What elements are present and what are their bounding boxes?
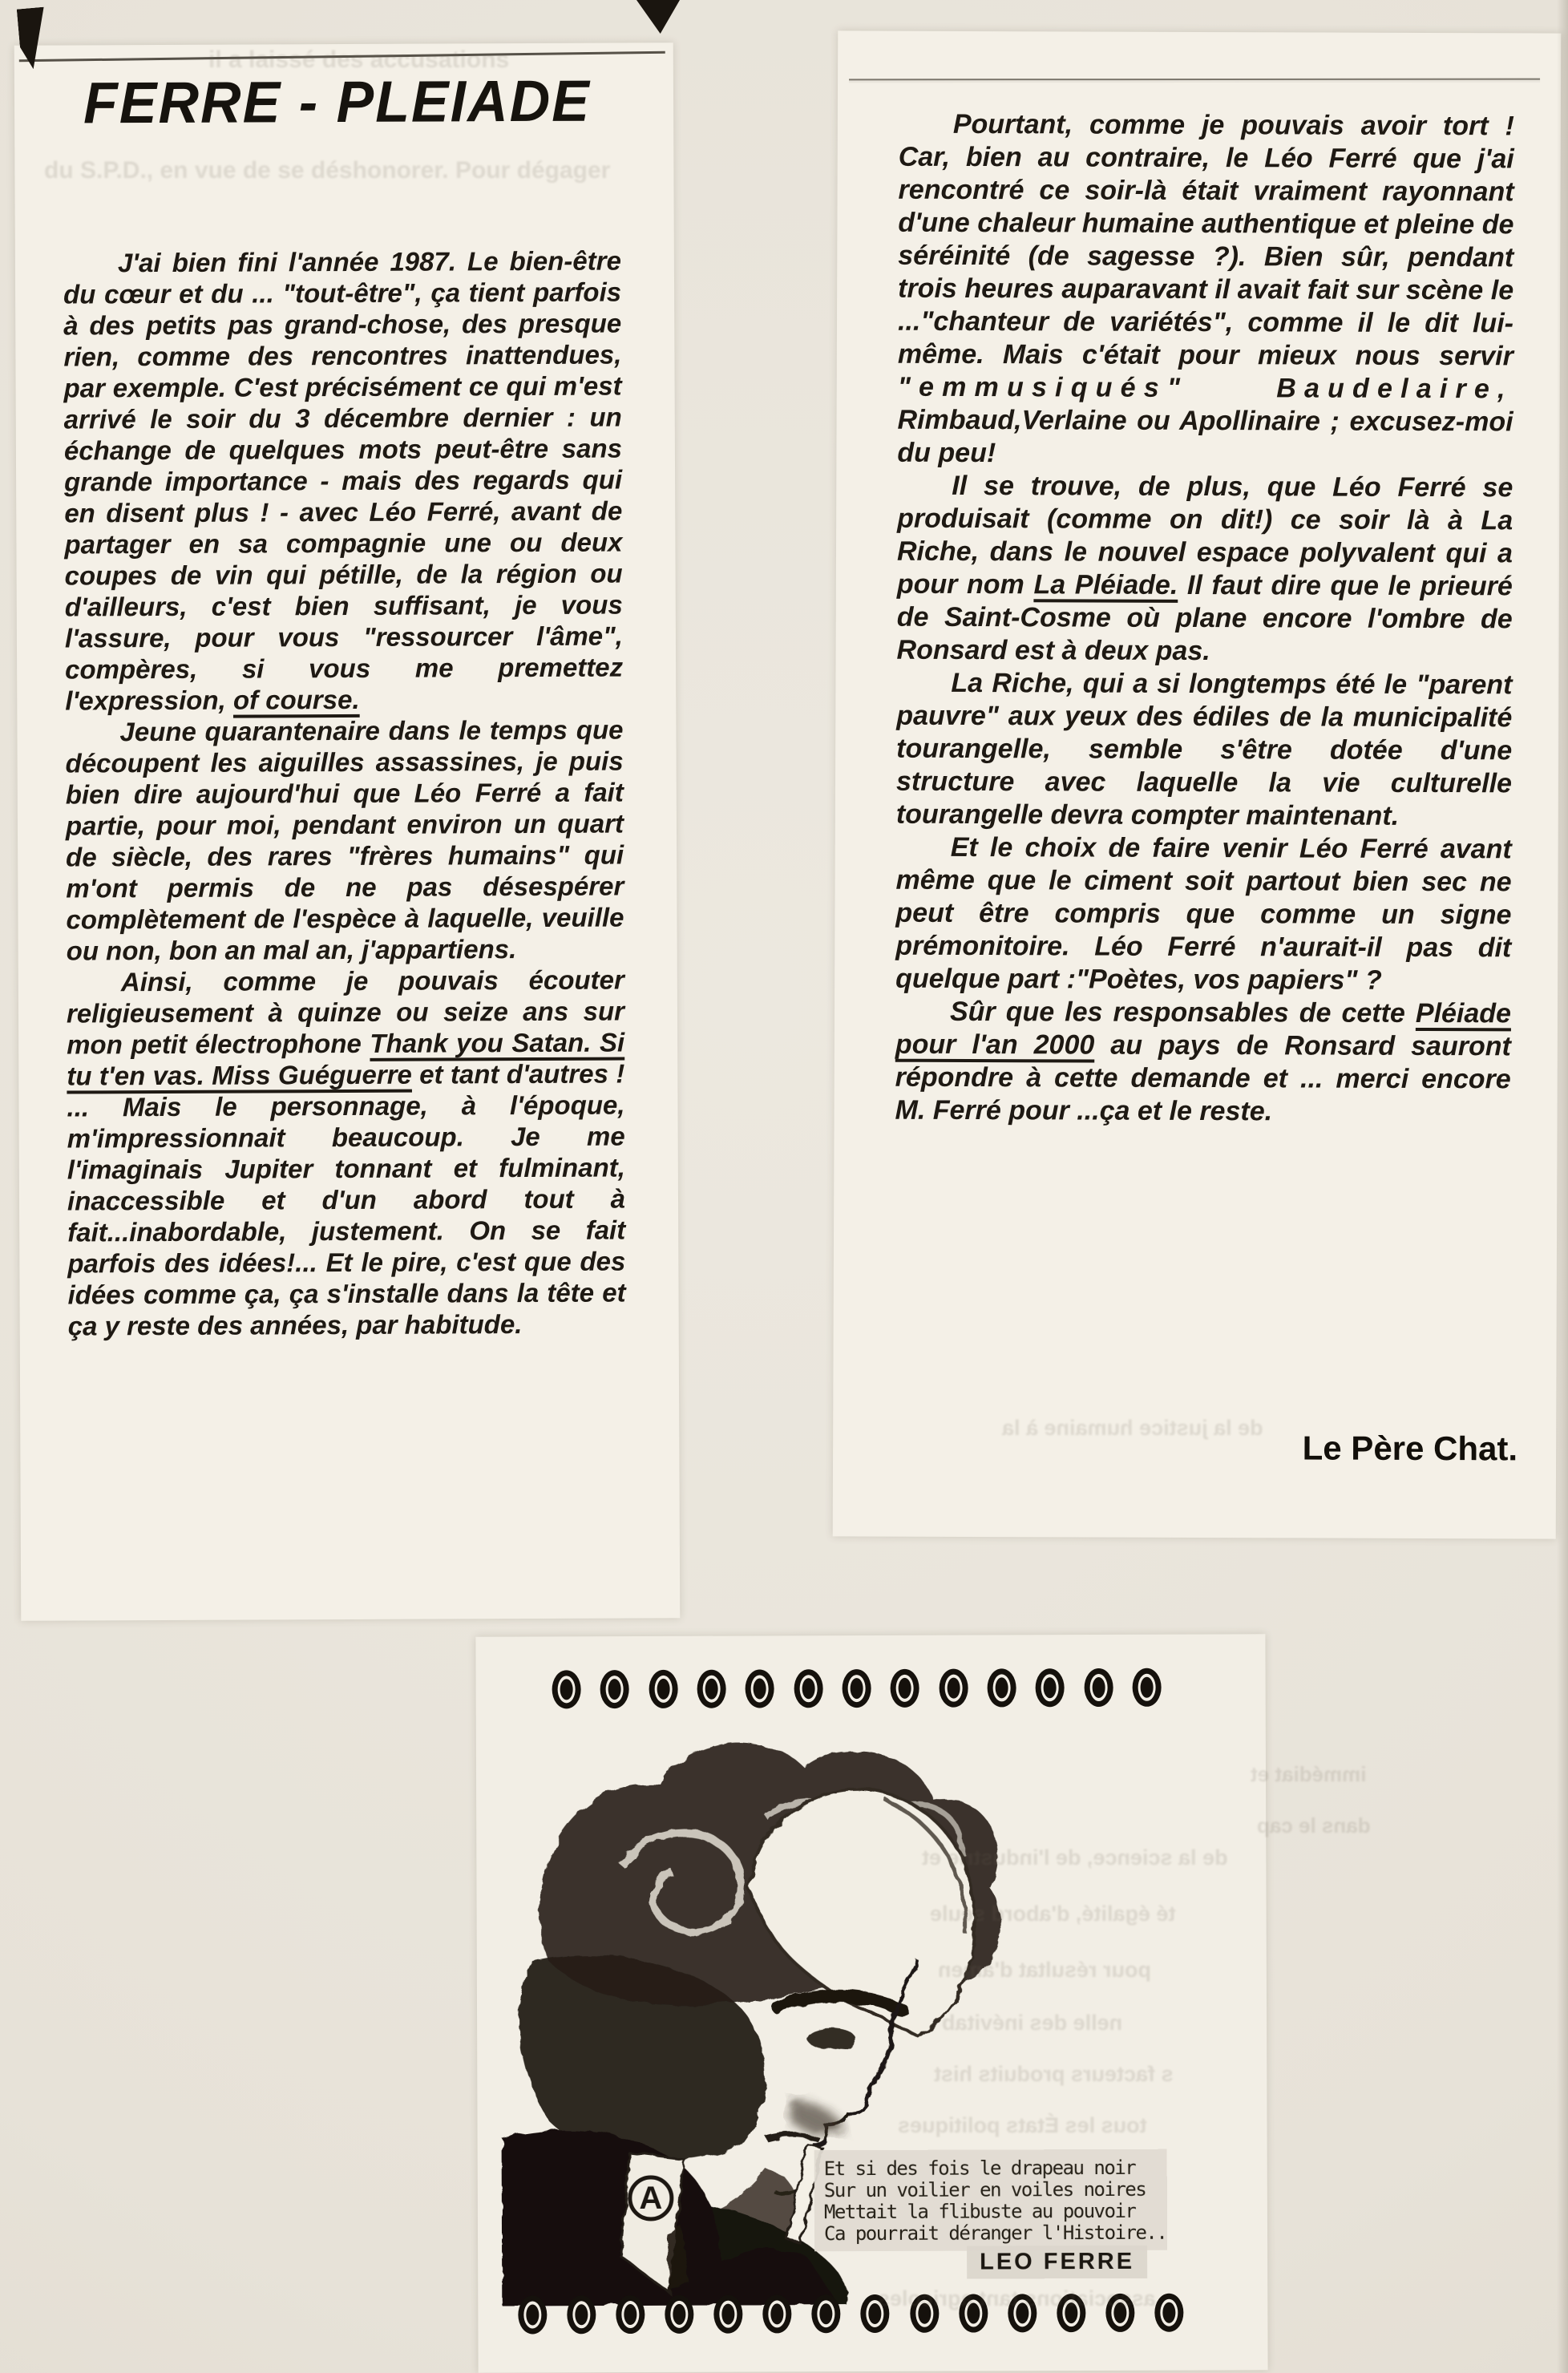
text-segment: "emmusiqués": [897, 371, 1189, 403]
bullseye-dot: [812, 2294, 841, 2333]
bullseye-dot: [665, 2295, 693, 2334]
underlined-phrase: La Pléiade.: [1033, 569, 1178, 600]
text-segment: [1188, 373, 1276, 403]
dots-border-top: [552, 1668, 1162, 1709]
right-article-clipping: [833, 30, 1562, 1538]
bullseye-dot: [567, 2295, 596, 2334]
caption-line: Sur un voilier en voiles noires: [823, 2177, 1146, 2202]
text-segment: Jeune quarantenaire dans le temps que découpent les aiguilles assassines, je puis bien dire aujourd'hui que Léo Ferré a fait partie, pour moi, pendant environ un quart de siècle, des rares "frères humains" qui m'ont permis de ne pas désespérer complètement de l'espèce à laquelle, veuille ou non, bon an mal an, j'appartiens.: [65, 714, 624, 966]
author-signature: Le Père Chat.: [1302, 1429, 1518, 1468]
text-segment: Il faut dire que le prieuré de Saint-Cosme où plane encore l'ombre de Ronsard est à deux pas.: [896, 569, 1513, 667]
bullseye-dot: [987, 1668, 1016, 1707]
bullseye-dot: [552, 1670, 581, 1708]
bullseye-dot: [861, 2294, 890, 2333]
paragraph: [67, 964, 626, 1341]
bullseye-dot: [843, 1669, 871, 1708]
bullseye-dot: [1084, 1668, 1113, 1707]
bullseye-dot: [1057, 2294, 1085, 2332]
text-segment: Rimbaud,Verlaine ou Apollinaire ; excusez-moi du peu!: [897, 404, 1513, 469]
bullseye-dot: [959, 2294, 988, 2332]
article-title: FERRE - PLEIADE: [83, 68, 592, 135]
caption-line: Ca pourrait déranger l'Histoire..: [823, 2221, 1167, 2246]
text-segment: Sûr que les responsables de cette: [949, 996, 1416, 1029]
bullseye-dot: [697, 1670, 726, 1708]
bullseye-dot: [763, 2294, 792, 2333]
text-segment: au pays de Ronsard sauront répondre à cette demande et ... merci encore M. Ferré pour ...ça et le reste.: [895, 1029, 1511, 1127]
text-segment: Baudelaire,: [1276, 373, 1513, 405]
bullseye-dot: [939, 1669, 968, 1708]
bullseye-dot: [891, 1669, 919, 1708]
bullseye-dot: [910, 2294, 939, 2333]
text-segment: Ainsi, comme je pouvais écouter religieusement à quinze ou seize ans sur mon petit électrophone: [66, 964, 625, 1060]
bullseye-dot: [1105, 2294, 1134, 2332]
illustration-clipping: [475, 1634, 1267, 2372]
bullseye-dot: [1008, 2294, 1037, 2332]
bullseye-dot: [794, 1669, 822, 1708]
paragraph: [895, 831, 1512, 998]
left-column-text: [63, 245, 626, 1342]
text-segment: Pourtant, comme je pouvais avoir tort ! Car, bien au contraire, le Léo Ferré que j'ai rencontré ce soir-là était vraiment rayonnant d'une chaleur humaine authentique et pleine de séréinité (de sagesse ?). Bien sûr, pendant trois heures auparavant il avait fait sur scène le ..."chanteur de variétés", comme il le dit lui-même. Mais c'était pour mieux nous servir: [897, 108, 1514, 372]
paragraph: [895, 996, 1512, 1130]
paragraph: [63, 245, 624, 717]
paragraph: [65, 714, 624, 966]
paragraph: [896, 667, 1513, 834]
bullseye-dot: [1036, 1668, 1065, 1707]
lyrics-caption: [814, 2149, 1167, 2252]
bullseye-dot: [600, 1670, 629, 1708]
text-segment: et tant d'autres ! ... Mais le personnage, à l'époque, m'impressionnait beaucoup. Je me l'imaginais Jupiter tonnant et fulminant, inaccessible et d'un abord tout à fait...inabordable, justement. On se fait parfois des idées!... Et le pire, c'est que des idées comme ça, ça s'installe dans la tête et ça y reste des années, par habitude.: [67, 1058, 626, 1341]
caption-attribution: LEO FERRE: [967, 2246, 1147, 2279]
dots-border-bottom: [518, 2294, 1183, 2335]
bullseye-dot: [714, 2295, 743, 2334]
bleed-through-text: immédiat et: [1251, 1762, 1367, 1786]
paragraph: [897, 108, 1514, 472]
text-segment: La Riche, qui a si longtemps été le "parent pauvre" aux yeux des édiles de la municipalité tourangelle, semble s'être dotée d'une structure avec laquelle la vie culturelle tourangelle devra compter maintenant.: [895, 667, 1513, 831]
paragraph: [897, 470, 1513, 669]
text-segment: Et le choix de faire venir Léo Ferré avant même que le ciment soit partout bien sec ne peut être compris que comme un signe prémonitoire. Léo Ferré n'aurait-il pas dit quelque part :"Poètes, vos papiers" ?: [895, 831, 1512, 996]
bullseye-dot: [616, 2295, 645, 2334]
text-segment: Il se trouve, de plus, que Léo Ferré se produisait (comme on dit!) ce soir là à La Riche, dans le nouvel espace polyvalent qui a pour nom: [896, 470, 1513, 600]
underlined-phrase: Pléiade pour l'an 2000: [895, 997, 1512, 1061]
bullseye-dot: [518, 2295, 547, 2334]
left-article-clipping: [14, 42, 681, 1621]
bleed-through-text: dans le cap: [1257, 1813, 1371, 1837]
bullseye-dot: [649, 1670, 677, 1708]
bullseye-dot: [746, 1669, 774, 1708]
bullseye-dot: [1132, 1668, 1161, 1707]
svg-text:A: A: [639, 2180, 663, 2217]
bullseye-dot: [1154, 2294, 1183, 2332]
text-segment: J'ai bien fini l'année 1987. Le bien-être du cœur et du ... "tout-être", ça tient parfois à des petits pas grand-chose, des presque rien, comme des rencontres inattendues, par exemple. C'est précisément ce qui m'est arrivé le soir du 3 décembre dernier : un échange de quelques mots peut-être sans grande importance - mais des regards qui en disent plus ! - avec Léo Ferré, avant de partager en sa compagnie une ou deux coupes de vin qui pétille, de la région ou d'ailleurs, c'est bien suffisant, je vous l'assure, pour vous "ressourcer l'âme", compères, si vous me premettez l'expression,: [63, 245, 624, 716]
right-column-text: [895, 108, 1514, 1130]
underlined-phrase: of course.: [232, 684, 360, 715]
underlined-phrase: Thank you Satan. Si tu t'en vas. Miss Guéguerre: [67, 1027, 625, 1091]
scan-edge-artifact: [636, 0, 680, 34]
caption-line: Mettait la flibuste au pouvoir: [823, 2199, 1136, 2224]
caption-line: Et si des fois le drapeau noir: [823, 2156, 1136, 2181]
